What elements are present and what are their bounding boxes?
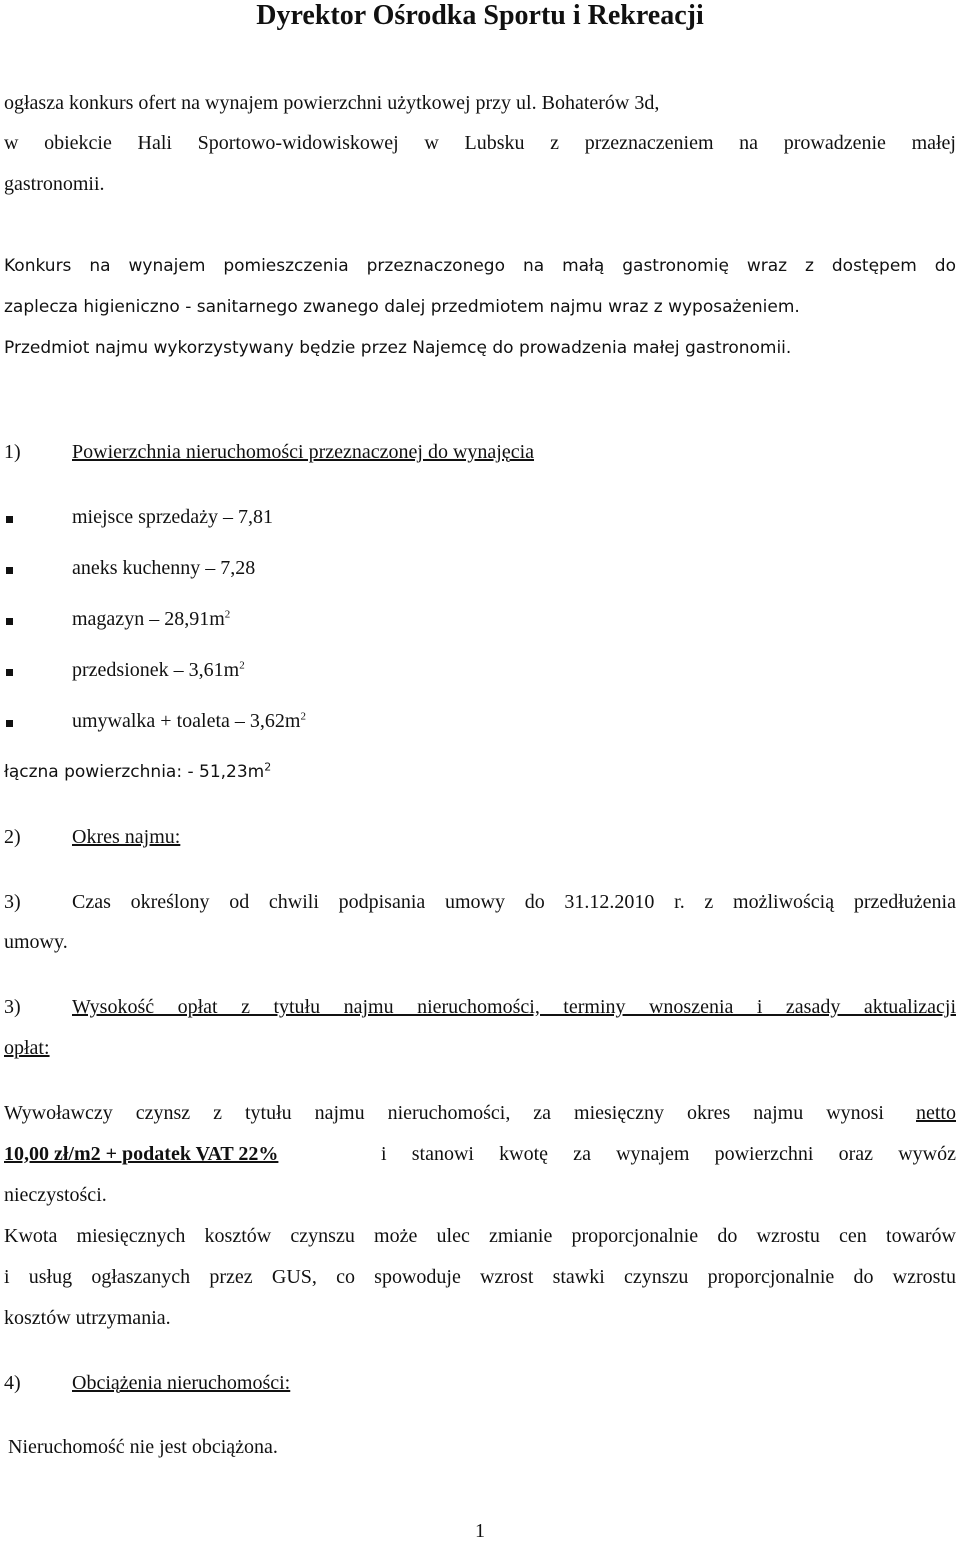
section-3b-heading-line-1: Wysokość opłat z tytułu najmu nieruchomości, terminy wnoszenia i zasady aktualizacji	[72, 996, 956, 1018]
konkurs-line-3: Przedmiot najmu wykorzystywany będzie przez Najemcę do prowadzenia małej gastronomii.	[4, 338, 792, 358]
section-3a-number: 3)	[4, 891, 21, 913]
section-4-text: Nieruchomość nie jest obciążona.	[8, 1436, 278, 1458]
rent-line-2-text: i stanowi kwotę za wynajem powierzchni oraz wywóz	[381, 1143, 956, 1165]
item-sup: 2	[224, 608, 231, 621]
item-text: przedsionek – 3,61m	[72, 659, 240, 681]
page-number: 1	[475, 1520, 485, 1542]
item-text: umywalka + toaleta – 3,62m	[72, 710, 301, 732]
section-1-number: 1)	[4, 441, 21, 463]
bullet-icon	[6, 720, 13, 727]
bullet-icon	[6, 669, 13, 676]
amount-line-2: i usług ogłaszanych przez GUS, co spowoduje wzrost stawki czynszu proporcjonalnie do wzrostu	[4, 1266, 956, 1288]
section-2-number: 2)	[4, 826, 21, 848]
amount-line-3: kosztów utrzymania.	[4, 1307, 171, 1329]
rent-line-1-text: Wywoławczy czynsz z tytułu najmu nieruchomości, za miesięczny okres najmu wynosi	[4, 1102, 884, 1124]
item-text: miejsce sprzedaży – 7,81	[72, 506, 274, 528]
bullet-icon	[6, 516, 13, 523]
rent-line-1	[4, 1102, 956, 1125]
rent-line-3: nieczystości.	[4, 1184, 107, 1206]
total-area-text: łączna powierzchnia: - 51,23m	[4, 762, 265, 782]
item-sup: 2	[239, 659, 245, 672]
rent-line-2	[4, 1143, 956, 1166]
total-area-sup: 2	[264, 760, 272, 774]
konkurs-line-1: Konkurs na wynajem pomieszczenia przeznaczonego na małą gastronomię wraz z dostępem do	[4, 256, 956, 276]
bullet-icon	[6, 567, 13, 574]
section-1-heading: Powierzchnia nieruchomości przeznaczonej do wynajęcia	[72, 441, 535, 463]
rent-amount: 10,00 zł/m2 + podatek VAT 22%	[4, 1143, 279, 1165]
item-text: magazyn – 28,91m	[72, 608, 225, 630]
section-4-number: 4)	[4, 1372, 21, 1394]
section-3a-line-1: Czas określony od chwili podpisania umowy do 31.12.2010 r. z możliwością przedłużenia	[72, 891, 956, 913]
item-sup: 2	[300, 710, 306, 723]
intro-line-3: gastronomii.	[4, 173, 105, 195]
section-3b-heading-line-2: opłat:	[4, 1037, 50, 1059]
intro-line-2: w obiekcie Hali Sportowo-widowiskowej w Lubsku z przeznaczeniem na prowadzenie małej	[4, 132, 956, 154]
total-area	[4, 762, 271, 782]
amount-line-1: Kwota miesięcznych kosztów czynszu może ulec zmianie proporcjonalnie do wzrostu cen towarów	[4, 1225, 956, 1247]
section-4-heading: Obciążenia nieruchomości:	[72, 1372, 291, 1394]
intro-line-1: ogłasza konkurs ofert na wynajem powierzchni użytkowej przy ul. Bohaterów 3d,	[4, 92, 660, 114]
section-2-heading: Okres najmu:	[72, 826, 181, 848]
section-3b-number: 3)	[4, 996, 21, 1018]
section-3a-line-2: umowy.	[4, 931, 68, 953]
bullet-icon	[6, 618, 13, 625]
item-text: aneks kuchenny – 7,28	[72, 557, 256, 579]
rent-netto: netto	[916, 1102, 956, 1124]
konkurs-line-2: zaplecza higieniczno - sanitarnego zwanego dalej przedmiotem najmu wraz z wyposażeniem.	[4, 297, 800, 317]
page-title: Dyrektor Ośrodka Sportu i Rekreacji	[256, 0, 704, 31]
